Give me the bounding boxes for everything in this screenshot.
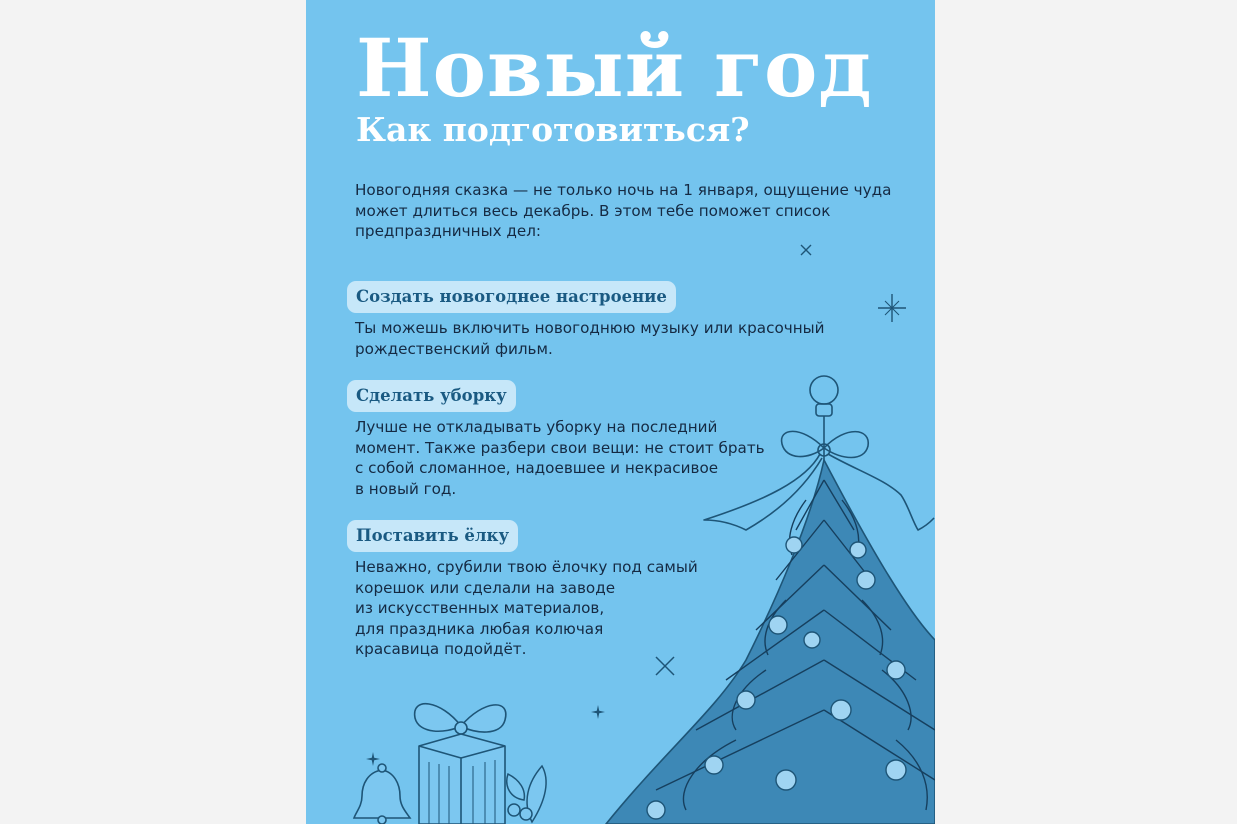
christmas-tree-icon (596, 370, 935, 824)
text-line: красавица подойдёт. (355, 640, 527, 658)
text-line: в новый год. (355, 479, 457, 498)
holly-icon (502, 752, 562, 824)
text-line: момент. Также разбери свои вещи: не стоит брать (355, 438, 765, 457)
section-heading-cleaning: Сделать уборку (347, 380, 516, 412)
text-line: Неважно, срубили твою ёлочку под самый (355, 558, 698, 576)
section-text-mood (355, 318, 825, 359)
bell-icon (352, 762, 416, 824)
section-heading-tree: Поставить ёлку (347, 520, 518, 552)
sparkle-icon (877, 293, 907, 323)
text-line: Лучше не откладывать уборку на последний (355, 418, 718, 436)
text-line: Ты можешь включить новогоднюю музыку или красочный (355, 319, 825, 337)
page-subtitle: Как подготовиться? (356, 110, 750, 149)
text-line: для праздника любая колючая (355, 619, 604, 638)
text-line: с собой сломанное, надоевшее и некрасивое (355, 459, 719, 477)
text-line: из искусственных материалов, (355, 599, 605, 617)
text-line: рождественский фильм. (355, 339, 553, 358)
cross-star-icon (800, 244, 812, 256)
page-title: Новый год (356, 21, 873, 115)
poster-card (306, 0, 935, 824)
section-heading-mood: Создать новогоднее настроение (347, 281, 676, 313)
intro-text: Новогодняя сказка — не только ночь на 1 января, ощущение чуда может длиться весь декабрь. В этом тебе поможет список предпраздничных дел: (355, 181, 892, 240)
text-line: корешок или сделали на заводе (355, 578, 616, 597)
